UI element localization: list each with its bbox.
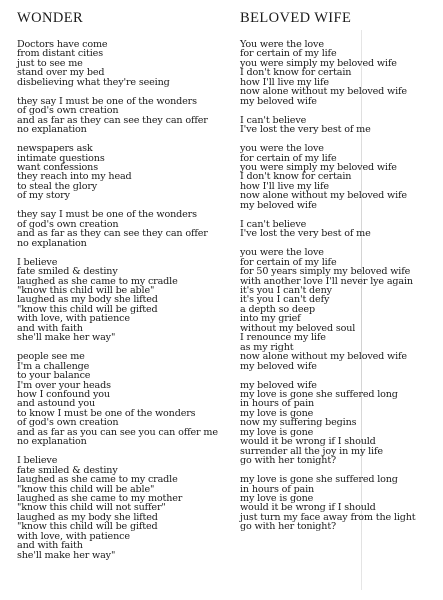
poem-line: my love is gone she suffered long [240,474,398,486]
stanza [240,220,415,239]
poem-line: want confessions [17,161,98,173]
stanza [240,116,415,135]
poem-line: she'll make her way" [17,549,116,561]
stanza [240,248,415,371]
poem-line: fate smiled & destiny [17,266,118,278]
poem-line: "know this child will be able" [17,483,155,495]
poem-line: I can't believe [240,114,307,126]
stanza [17,258,218,343]
poem-line: a depth so deep [240,303,315,315]
poem-line: no explanation [17,124,87,136]
poem-line: with another love I'll never lye again [240,275,413,287]
poem-line: and with faith [17,540,83,552]
poem-line: you were simply my beloved wife [240,161,397,173]
poem-line: of god's own creation [17,218,119,230]
poem-title-wonder: WONDER [17,10,84,26]
poem-line: and astound you [17,398,96,410]
poem-line: surrender all the joy in my life [240,445,383,457]
poem-line: I'm a challenge [17,360,90,372]
stanza [17,456,218,560]
poem-line: how I'll live my life [240,180,329,192]
poem-line: laughed as my body she lifted [17,511,158,523]
poem-body-beloved-wife [240,40,415,541]
poem-line: laughed as she came to my cradle [17,474,178,486]
poem-line: no explanation [17,237,87,249]
poem-line: to your balance [17,370,91,382]
stanza [17,144,218,201]
poem-line: "know this child will be able" [17,284,155,296]
poem-line: "know this child will be gifted [17,303,158,315]
poem-line: stand over my bed [17,67,105,79]
poem-line: I believe [17,256,58,268]
poem-line: laughed as my body she lifted [17,294,158,306]
poem-line: for 50 years simply my beloved wife [240,266,411,278]
poem-line: it's you I can't deny [240,284,332,296]
stanza [17,352,218,447]
poem-line: laughed as she came to my mother [17,493,183,505]
poem-line: I'm over your heads [17,379,111,391]
poem-line: would it be wrong if I should [240,436,376,448]
poem-line: they say I must be one of the wonders [17,95,197,107]
poem-line: of god's own creation [17,105,119,117]
poem-line: just turn my face away from the light [240,511,416,523]
poem-line: you were the love [240,143,324,155]
poem-line: just to see me [17,57,83,69]
poem-line: now alone without my beloved wife [240,190,407,202]
stanza [17,210,218,248]
poem-line: without my beloved soul [240,322,356,334]
poem-line: my love is gone [240,493,314,505]
poem-line: Doctors have come [17,39,108,50]
poem-line: they reach into my head [17,171,132,183]
poem-line: fate smiled & destiny [17,464,118,476]
poem-line: my love is gone she suffered long [240,389,398,400]
poem-line: my beloved wife [240,360,317,372]
poem-line: my love is gone [240,407,314,419]
poem-line: disbelieving what they're seeing [17,76,170,88]
poem-line: how I confound you [17,389,110,400]
poem-line: I can't believe [240,218,307,230]
poem-line: she'll make her way" [17,332,116,344]
stanza [240,40,415,106]
poem-line: "know this child will not suffer" [17,502,166,514]
poem-line: in hours of pain [240,483,315,495]
poem-line: no explanation [17,436,87,448]
poem-line: I believe [17,455,58,467]
poem-line: and as far as you can see you can offer me [17,426,218,438]
poem-line: and as far as they can see they can offer [17,228,208,240]
poem-line: my beloved wife [240,95,317,107]
poem-line: I don't know for certain [240,67,352,79]
poem-body-wonder [17,40,218,570]
poem-line: "know this child will be gifted [17,521,158,533]
poem-line: I don't know for certain [240,171,352,183]
poem-line: to steal the glory [17,180,98,192]
poem-line: into my grief [240,313,301,325]
poem-line: to know I must be one of the wonders [17,407,196,419]
poem-line: my love is gone [240,426,314,438]
poem-line: laughed as she came to my cradle [17,275,178,287]
poem-line: I renounce my life [240,332,326,344]
poem-line: of god's own creation [17,417,119,429]
poem-line: for certain of my life [240,256,337,268]
poem-line: for certain of my life [240,152,337,164]
poem-line: I've lost the very best of me [240,124,371,136]
poem-line: you were the love [240,247,324,259]
poem-line: I've lost the very best of me [240,228,371,240]
stanza [240,475,415,532]
poem-line: intimate questions [17,152,105,164]
stanza [17,97,218,135]
stanza [240,381,415,466]
stanza [17,40,218,87]
poem-line: as my right [240,341,294,353]
poem-line: with love, with patience [17,530,130,542]
stanza [240,144,415,210]
poem-line: my beloved wife [240,199,317,211]
poem-line: for certain of my life [240,48,337,60]
poem-line: you were simply my beloved wife [240,57,397,69]
poem-line: they say I must be one of the wonders [17,209,197,221]
poem-line: go with her tonight? [240,521,337,533]
poem-line: now alone without my beloved wife [240,351,407,363]
poem-line: in hours of pain [240,398,315,410]
poem-line: newspapers ask [17,143,93,155]
poem-line: of my story [17,190,70,202]
poem-line: and with faith [17,322,83,334]
poem-line: go with her tonight? [240,455,337,467]
poem-line: now alone without my beloved wife [240,86,407,98]
poem-line: people see me [17,351,85,363]
poem-line: now my suffering begins [240,417,357,429]
poem-line: You were the love [240,39,324,50]
poem-line: my beloved wife [240,379,317,391]
poem-line: it's you I can't defy [240,294,330,306]
poem-line: with love, with patience [17,313,130,325]
poem-line: would it be wrong if I should [240,502,376,514]
poem-line: from distant cities [17,48,103,60]
poem-line: how I'll live my life [240,76,329,88]
poem-title-beloved-wife: BELOVED WIFE [240,10,352,26]
poem-line: and as far as they can see they can offer [17,114,208,126]
